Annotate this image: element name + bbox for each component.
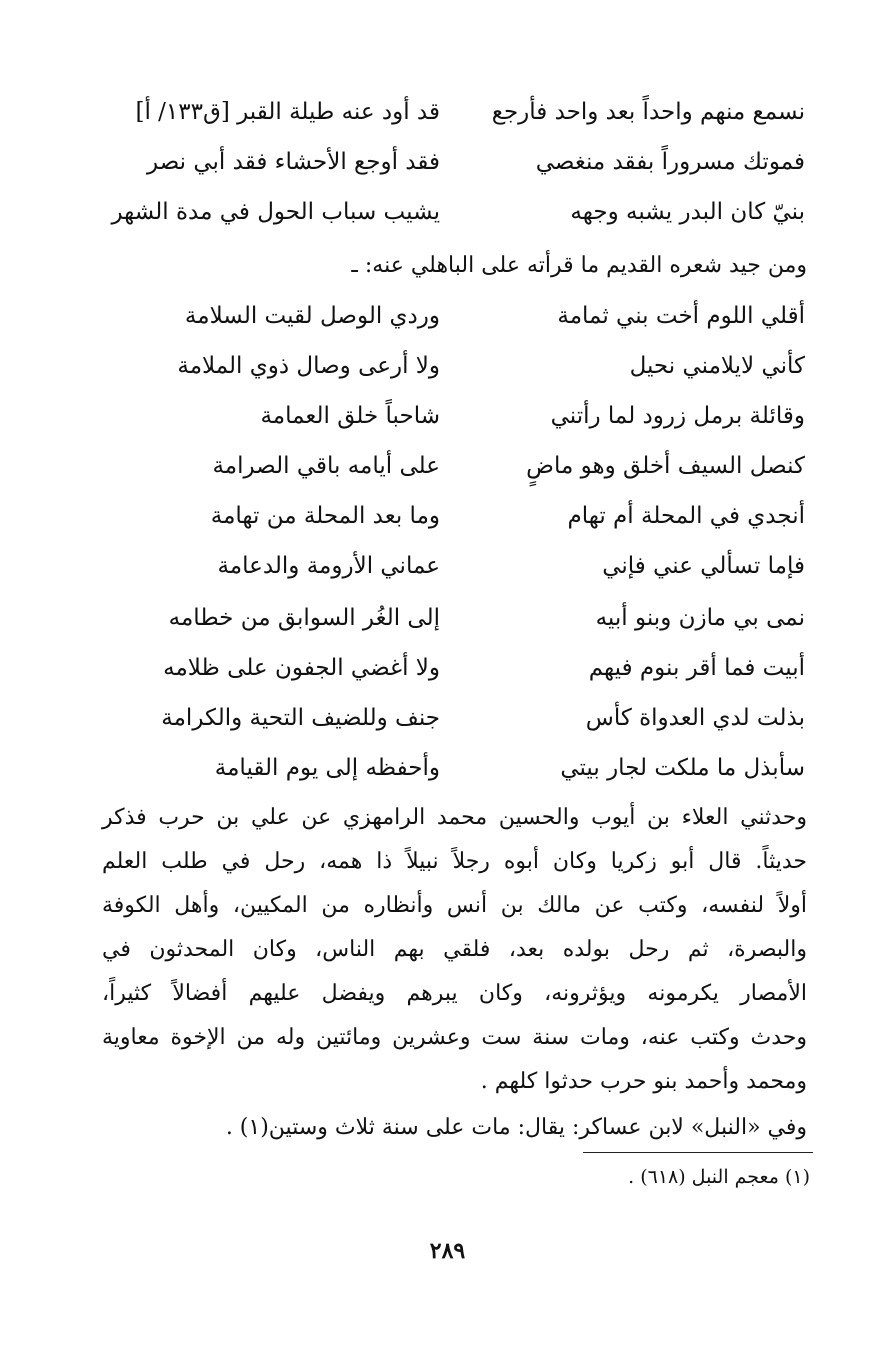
verse-line [110,642,805,694]
verse-first-hemistich: كأني لايلامني نحيل [629,353,805,379]
verse-line [110,136,805,188]
verse-second-hemistich: إلى الغُر السوابق من خطامه [168,605,440,631]
verse-second-hemistich: ولا أرعى وصال ذوي الملامة [177,353,440,379]
verse-first-hemistich: نمى بي مازن وبنو أبيه [595,605,805,631]
prose-line: الأمصار يكرمونه ويؤثرونه، وكان يبرهم ويفضل عليهم أفضالاً كثيراً، [102,981,807,1006]
verse-second-hemistich: وما بعد المحلة من تهامة [210,503,440,529]
verse-second-hemistich: عماني الأرومة والدعامة [217,553,440,579]
verse-line [110,290,805,342]
verse-line [110,440,805,492]
prose-line: حديثاً. قال أبو زكريا وكان أبوه رجلاً نبيلاً ذا همه، رحل في طلب العلم [102,849,807,874]
verse-line [110,742,805,794]
verse-line [110,592,805,644]
verse-first-hemistich: بنيّ كان البدر يشبه وجهه [570,199,805,225]
prose-line: وحدث وكتب عنه، ومات سنة ست وعشرين ومائتين وله من الإخوة معاوية [102,1025,807,1050]
verse-first-hemistich: أنجدي في المحلة أم تهام [567,503,805,529]
verse-first-hemistich: كنصل السيف أخلق وهو ماضٍ [526,453,805,479]
verse-second-hemistich: يشيب سباب الحول في مدة الشهر [111,199,440,225]
verse-line [110,390,805,442]
verse-second-hemistich: ولا أغضي الجفون على ظلامه [163,655,440,681]
verse-first-hemistich: فإما تسألي عني فإني [602,553,805,579]
prose-line: وحدثني العلاء بن أيوب والحسين محمد الرامهزي عن علي بن حرب فذكر [102,805,807,830]
verse-first-hemistich: وقائلة برمل زرود لما رأتني [550,403,805,429]
verse-second-hemistich: فقد أوجع الأحشاء فقد أبي نصر [147,149,440,175]
verse-first-hemistich: أقلي اللوم أخت بني ثمامة [557,303,805,329]
verse-first-hemistich: نسمع منهم واحداً بعد واحد فأرجع [491,99,805,125]
footnote-separator [583,1152,813,1153]
verse-line [110,86,805,138]
verse-first-hemistich: بذلت لدي العدواة كأس [585,705,805,731]
verse-second-hemistich: جنف وللضيف التحية والكرامة [161,705,440,731]
closing-line: وفي «النبل» لابن عساكر: يقال: مات على سنة ثلاث وستين(١) . [225,1115,807,1140]
prose-line: أولاً لنفسه، وكتب عن مالك بن أنس وأنظاره من المكيين، وأهل الكوفة [102,893,807,918]
verse-second-hemistich: وأحفظه إلى يوم القيامة [214,755,440,781]
verse-second-hemistich: قد أود عنه طيلة القبر [ق١٣٣/ أ] [135,99,440,125]
verse-second-hemistich: على أيامه باقي الصرامة [212,453,440,479]
verse-first-hemistich: أبيت فما أقر بنوم فيهم [588,655,805,681]
prose-line: والبصرة، ثم رحل بولده بعد، فلقي بهم الناس، وكان المحدثون في [102,937,807,962]
verse-second-hemistich: وردي الوصل لقيت السلامة [184,303,440,329]
verse-line [110,186,805,238]
verse-line [110,692,805,744]
verse-line [110,490,805,542]
verse-line [110,540,805,592]
verse-first-hemistich: فموتك مسروراً بفقد منغصي [535,149,805,175]
footnote: (١) معجم النبل (٦١٨) . [628,1166,810,1188]
verse-second-hemistich: شاحباً خلق العمامة [260,403,440,429]
verse-first-hemistich: سأبذل ما ملكت لجار بيتي [560,755,805,781]
prose-line: ومحمد وأحمد بنو حرب حدثوا كلهم . [480,1069,807,1094]
intro-text: ومن جيد شعره القديم ما قرأته على الباهلي عنه: ـ [351,253,807,278]
page-number: ٢٨٩ [429,1238,466,1264]
verse-line [110,340,805,392]
